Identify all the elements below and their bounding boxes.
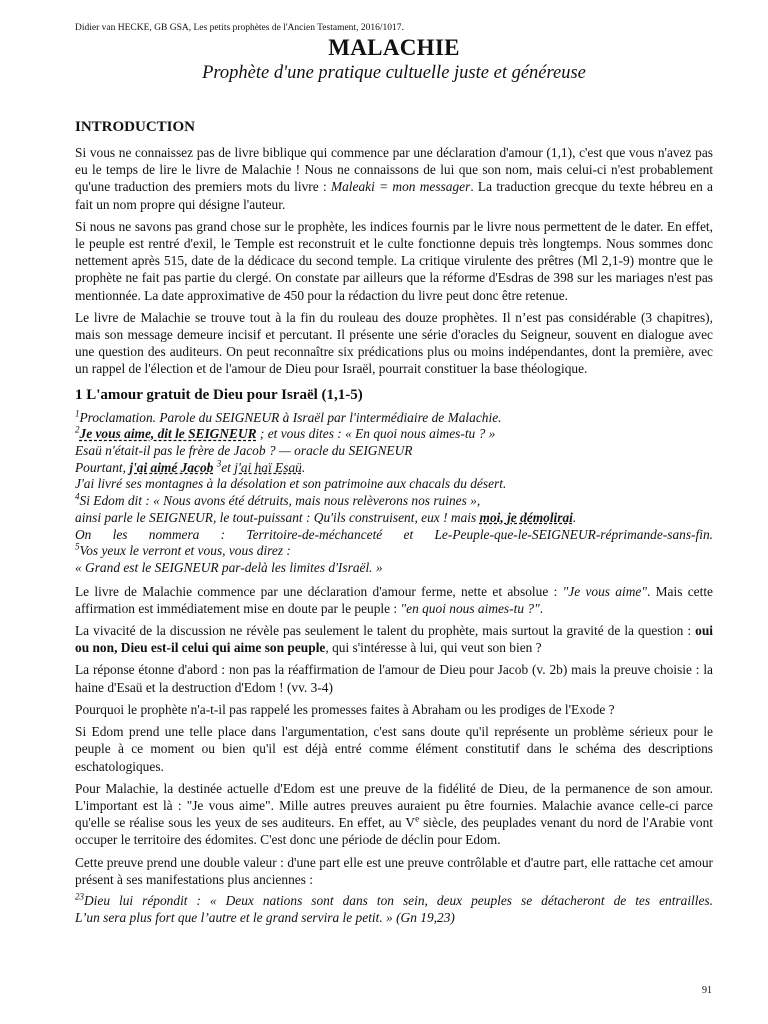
- intro-paragraph-1: Si vous ne connaissez pas de livre biblique qui commence par une déclaration d'amour (1,1), c'est que vous n'avez pas eu le temps de lire le livre de Malachie ! Nous ne connaissons de lui que son nom, mais celui-ci n'est probablement qu'une traduction des premiers mots du livre : Maleaki = mon messager. La traduction grecque du texte hébreu en a fait un nom propre qui désigne l'auteur.: [75, 145, 714, 212]
- commentary-paragraph-2: La vivacité de la discussion ne révèle pas seulement le talent du prophète, mais surtout la gravité de la question : oui ou non, Dieu est-il celui qui aime son peuple, qui s'intéresse à lui, qui veut son bien ?: [75, 623, 713, 656]
- genesis-quote-line-1: $^{23}$Dieu lui répondit : « Deux nations sont dans ton sein, deux peuples se détacheront de tes entrailles.: [75, 891, 713, 908]
- page-subtitle: Prophète d'une pratique cultuelle juste et généreuse: [202, 63, 586, 83]
- intro-paragraph-3: Le livre de Malachie se trouve tout à la fin du rouleau des douze prophètes. Il n’est pas considérable (3 chapitres), mais son message demeure incisif et percutant. Il présente une série d'oracles du Seigneur, souvent en dialogue avec une question des auditeurs. On peut reconnaître six prédications plus ou moins indépendantes, dont la première, avec un rappel de l'élection et de l'amour de Dieu pour Israël, pourrait constituer la base théologique.: [75, 309, 713, 377]
- verse-2: $^2$Je vous aime, dit le SEIGNEUR ; et vous dites : « En quoi nous aimes-tu ? »: [75, 424, 496, 442]
- commentary-paragraph-3: La réponse étonne d'abord : non pas la réaffirmation de l'amour de Dieu pour Jacob (v. 2b) mais la preuve choisie : la haine d'Esaü et la destruction d'Edom ! (vv. 3-4): [75, 662, 713, 695]
- verse-2-line-3: Pourtant, j'ai aimé Jacob $^3$et j'ai haï Esaü.: [75, 458, 306, 475]
- document-page: [75, 22, 713, 932]
- commentary-paragraph-1: Le livre de Malachie commence par une déclaration d'amour ferme, nette et absolue : "Je vous aime". Mais cette affirmation est immédiatement mise en doute par le peuple : "en quoi nous aimes-tu ?".: [75, 583, 713, 616]
- verse-5: $^5$Vos yeux le verront et vous, vous direz :: [75, 541, 291, 559]
- running-head: Didier van HECKE, GB GSA, Les petits prophètes de l'Ancien Testament, 2016/1017.: [75, 23, 404, 33]
- scripture-passage: [75, 410, 713, 577]
- maleaki-phrase: Maleaki = mon messager: [330, 179, 471, 195]
- intro-paragraph-2: Si nous ne savons pas grand chose sur le prophète, les indices fournis par le livre nous permettent de le dater. En effet, le peuple est rentré d'exil, le Temple est reconstruit et le culte fonctionne depuis très longtemps. Nous sommes donc nettement après 515, date de la dédicace du second temple. La critique virulente des prêtres (Ml 2,1-9) montre que le prophète ne fait pas partie du clergé. On constate par ailleurs que la réforme d'Esdras de 398 sur les mariages n'est pas mentionnée. La date approximative de 450 pour la rédaction du livre peut donc être retenue.: [75, 218, 713, 303]
- verse-2-line-2: Esaü n'était-il pas le frère de Jacob ? — oracle du SEIGNEUR: [75, 443, 413, 459]
- page-number: 91: [702, 985, 712, 996]
- commentary-paragraph-6: Pour Malachie, la destinée actuelle d'Edom est une preuve de la fidélité de Dieu, de la permanence de son amour. L'important est là : "Je vous aime". Mille autres preuves auraient pu être fournies. Malachie avance celle-ci parce qu'elle se réalise sous les yeux de ses auditeurs. En effet, au Ve siècle, des peuplades venant du nord de l'Arabie vont occuper le territoire des édomites. C'est donc une période de déclin pour Edom.: [75, 780, 713, 848]
- commentary-paragraph-7: Cette preuve prend une double valeur : d'une part elle est une preuve contrôlable et d'autre part, elle rattache cet amour présent à ses manifestations plus anciennes :: [75, 854, 713, 887]
- verse-4: $^4$Si Edom dit : « Nous avons été détruits, mais nous relèverons nos ruines »,: [75, 491, 481, 509]
- intro-heading: INTRODUCTION: [75, 119, 196, 135]
- verse-5-line-2: « Grand est le SEIGNEUR par-delà les limites d'Israël. »: [75, 559, 383, 575]
- verse-4-line-2: ainsi parle le SEIGNEUR, le tout-puissant : Qu'ils construisent, eux ! mais moi, je démolirai.: [75, 509, 577, 525]
- verse-4-line-3: On les nommera : Territoire-de-méchanceté et Le-Peuple-que-le-SEIGNEUR-réprimande-sans-fin.: [75, 526, 713, 542]
- genesis-quote-line-2: L’un sera plus fort que l’autre et le grand servira le petit. » (Gn 19,23): [75, 909, 455, 925]
- verse-1: $^1$Proclamation. Parole du SEIGNEUR à Israël par l'intermédiaire de Malachie.: [75, 408, 502, 425]
- verse-3-line: J'ai livré ses montagnes à la désolation et son patrimoine aux chacals du désert.: [75, 476, 507, 492]
- commentary-paragraph-4: Pourquoi le prophète n'a-t-il pas rappelé les promesses faites à Abraham ou les prodiges de l'Exode ?: [75, 701, 615, 717]
- commentary-paragraph-5: Si Edom prend une telle place dans l'argumentation, c'est sans doute qu'il représente un problème sérieux pour le peuple à ce moment ou bien qu'il est déjà entré comme élément constitutif dans le schéma des descriptions eschatologiques.: [75, 724, 713, 774]
- genesis-quote: [75, 893, 713, 926]
- page-title: MALACHIE: [328, 35, 460, 60]
- section-1-heading: 1 L'amour gratuit de Dieu pour Israël (1,1-5): [75, 386, 363, 403]
